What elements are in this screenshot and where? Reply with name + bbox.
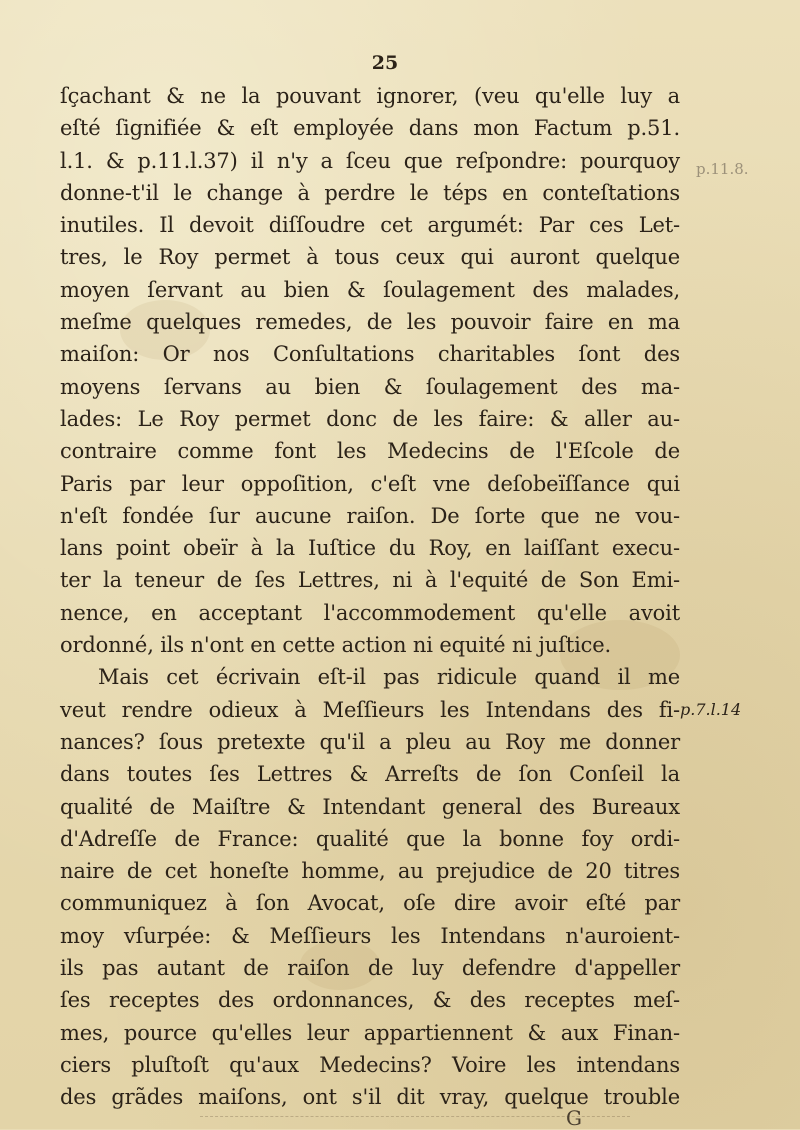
paragraph-start-line: Mais cet écrivain eſt-il pas ridicule quand il me: [98, 665, 680, 690]
text-line: mes, pource qu'elles leur appartiennent & aux Finan-: [60, 1020, 680, 1045]
text-line: tres, le Roy permet à tous ceux qui auront quelque: [60, 245, 680, 270]
text-line: des grãdes maiſons, ont s'il dit vray, quelque trouble: [60, 1085, 680, 1110]
text-line: l.1. & p.11.l.37) il n'y a ſceu que reſpondre: pourquoy: [60, 148, 680, 173]
text-line: ils pas autant de raiſon de luy defendre d'appeller: [60, 956, 680, 981]
margin-note: p.7.l.14: [680, 700, 742, 719]
text-line: veut rendre odieux à Meſſieurs les Intendans des fi-: [60, 697, 680, 722]
text-line: naire de cet honeſte homme, au prejudice de 20 titres: [60, 859, 680, 884]
text-line: d'Adreſſe de France: qualité que la bonne foy ordi-: [60, 826, 680, 851]
text-line: nances? ſous pretexte qu'il a pleu au Roy me donner: [60, 729, 680, 754]
text-line: maiſon: Or nos Conſultations charitables ſont des: [60, 342, 680, 367]
text-line: qualité de Maiſtre & Intendant general des Bureaux: [60, 794, 680, 819]
text-line: meſme quelques remedes, de les pouvoir faire en ma: [60, 310, 680, 335]
text-line: moyen ſervant au bien & ſoulagement des malades,: [60, 277, 680, 302]
text-line: nence, en acceptant l'accommodement qu'elle avoit: [60, 600, 680, 625]
text-line: donne-t'il le change à perdre le téps en conteſtations: [60, 180, 680, 205]
page-number: 25: [371, 52, 399, 74]
text-line: moyens ſervans au bien & ſoulagement des ma-: [60, 374, 680, 399]
text-line: ter la teneur de ſes Lettres, ni à l'equité de Son Emi-: [60, 568, 680, 593]
text-line: ſes receptes des ordonnances, & des receptes meſ-: [60, 988, 680, 1013]
text-line: Paris par leur oppoſition, c'eſt vne deſobeïſſance qui: [60, 471, 680, 496]
text-line: n'eſt fondée ſur aucune raiſon. De ſorte que ne vou-: [60, 503, 680, 528]
signature-mark: G: [566, 1106, 582, 1130]
text-line: ciers pluſtoſt qu'aux Medecins? Voire les intendans: [60, 1052, 680, 1077]
text-line: dans toutes ſes Lettres & Arreſts de ſon Conſeil la: [60, 762, 680, 787]
body-text: [60, 80, 680, 1114]
text-line: ſçachant & ne la pouvant ignorer, (veu qu'elle luy a: [60, 84, 680, 108]
text-line: lans point obeïr à la Iuſtice du Roy, en laiſſant execu-: [60, 536, 680, 561]
text-line: contraire comme font les Medecins de l'Eſcole de: [60, 439, 680, 464]
margin-note: p.11.8.: [696, 160, 749, 178]
text-line: inutiles. Il devoit diſſoudre cet argumét: Par ces Let-: [60, 213, 680, 238]
text-line: communiquez à ſon Avocat, oſe dire avoir eſté par: [60, 891, 680, 916]
text-line: moy vſurpée: & Meſſieurs les Intendans n'auroient-: [60, 923, 680, 948]
text-line: eſté ſignifiée & eſt employée dans mon Factum p.51.: [60, 116, 680, 141]
text-line: lades: Le Roy permet donc de les faire: & aller au-: [60, 406, 680, 431]
text-line: ordonné, ils n'ont en cette action ni equité ni juſtice.: [60, 633, 612, 658]
